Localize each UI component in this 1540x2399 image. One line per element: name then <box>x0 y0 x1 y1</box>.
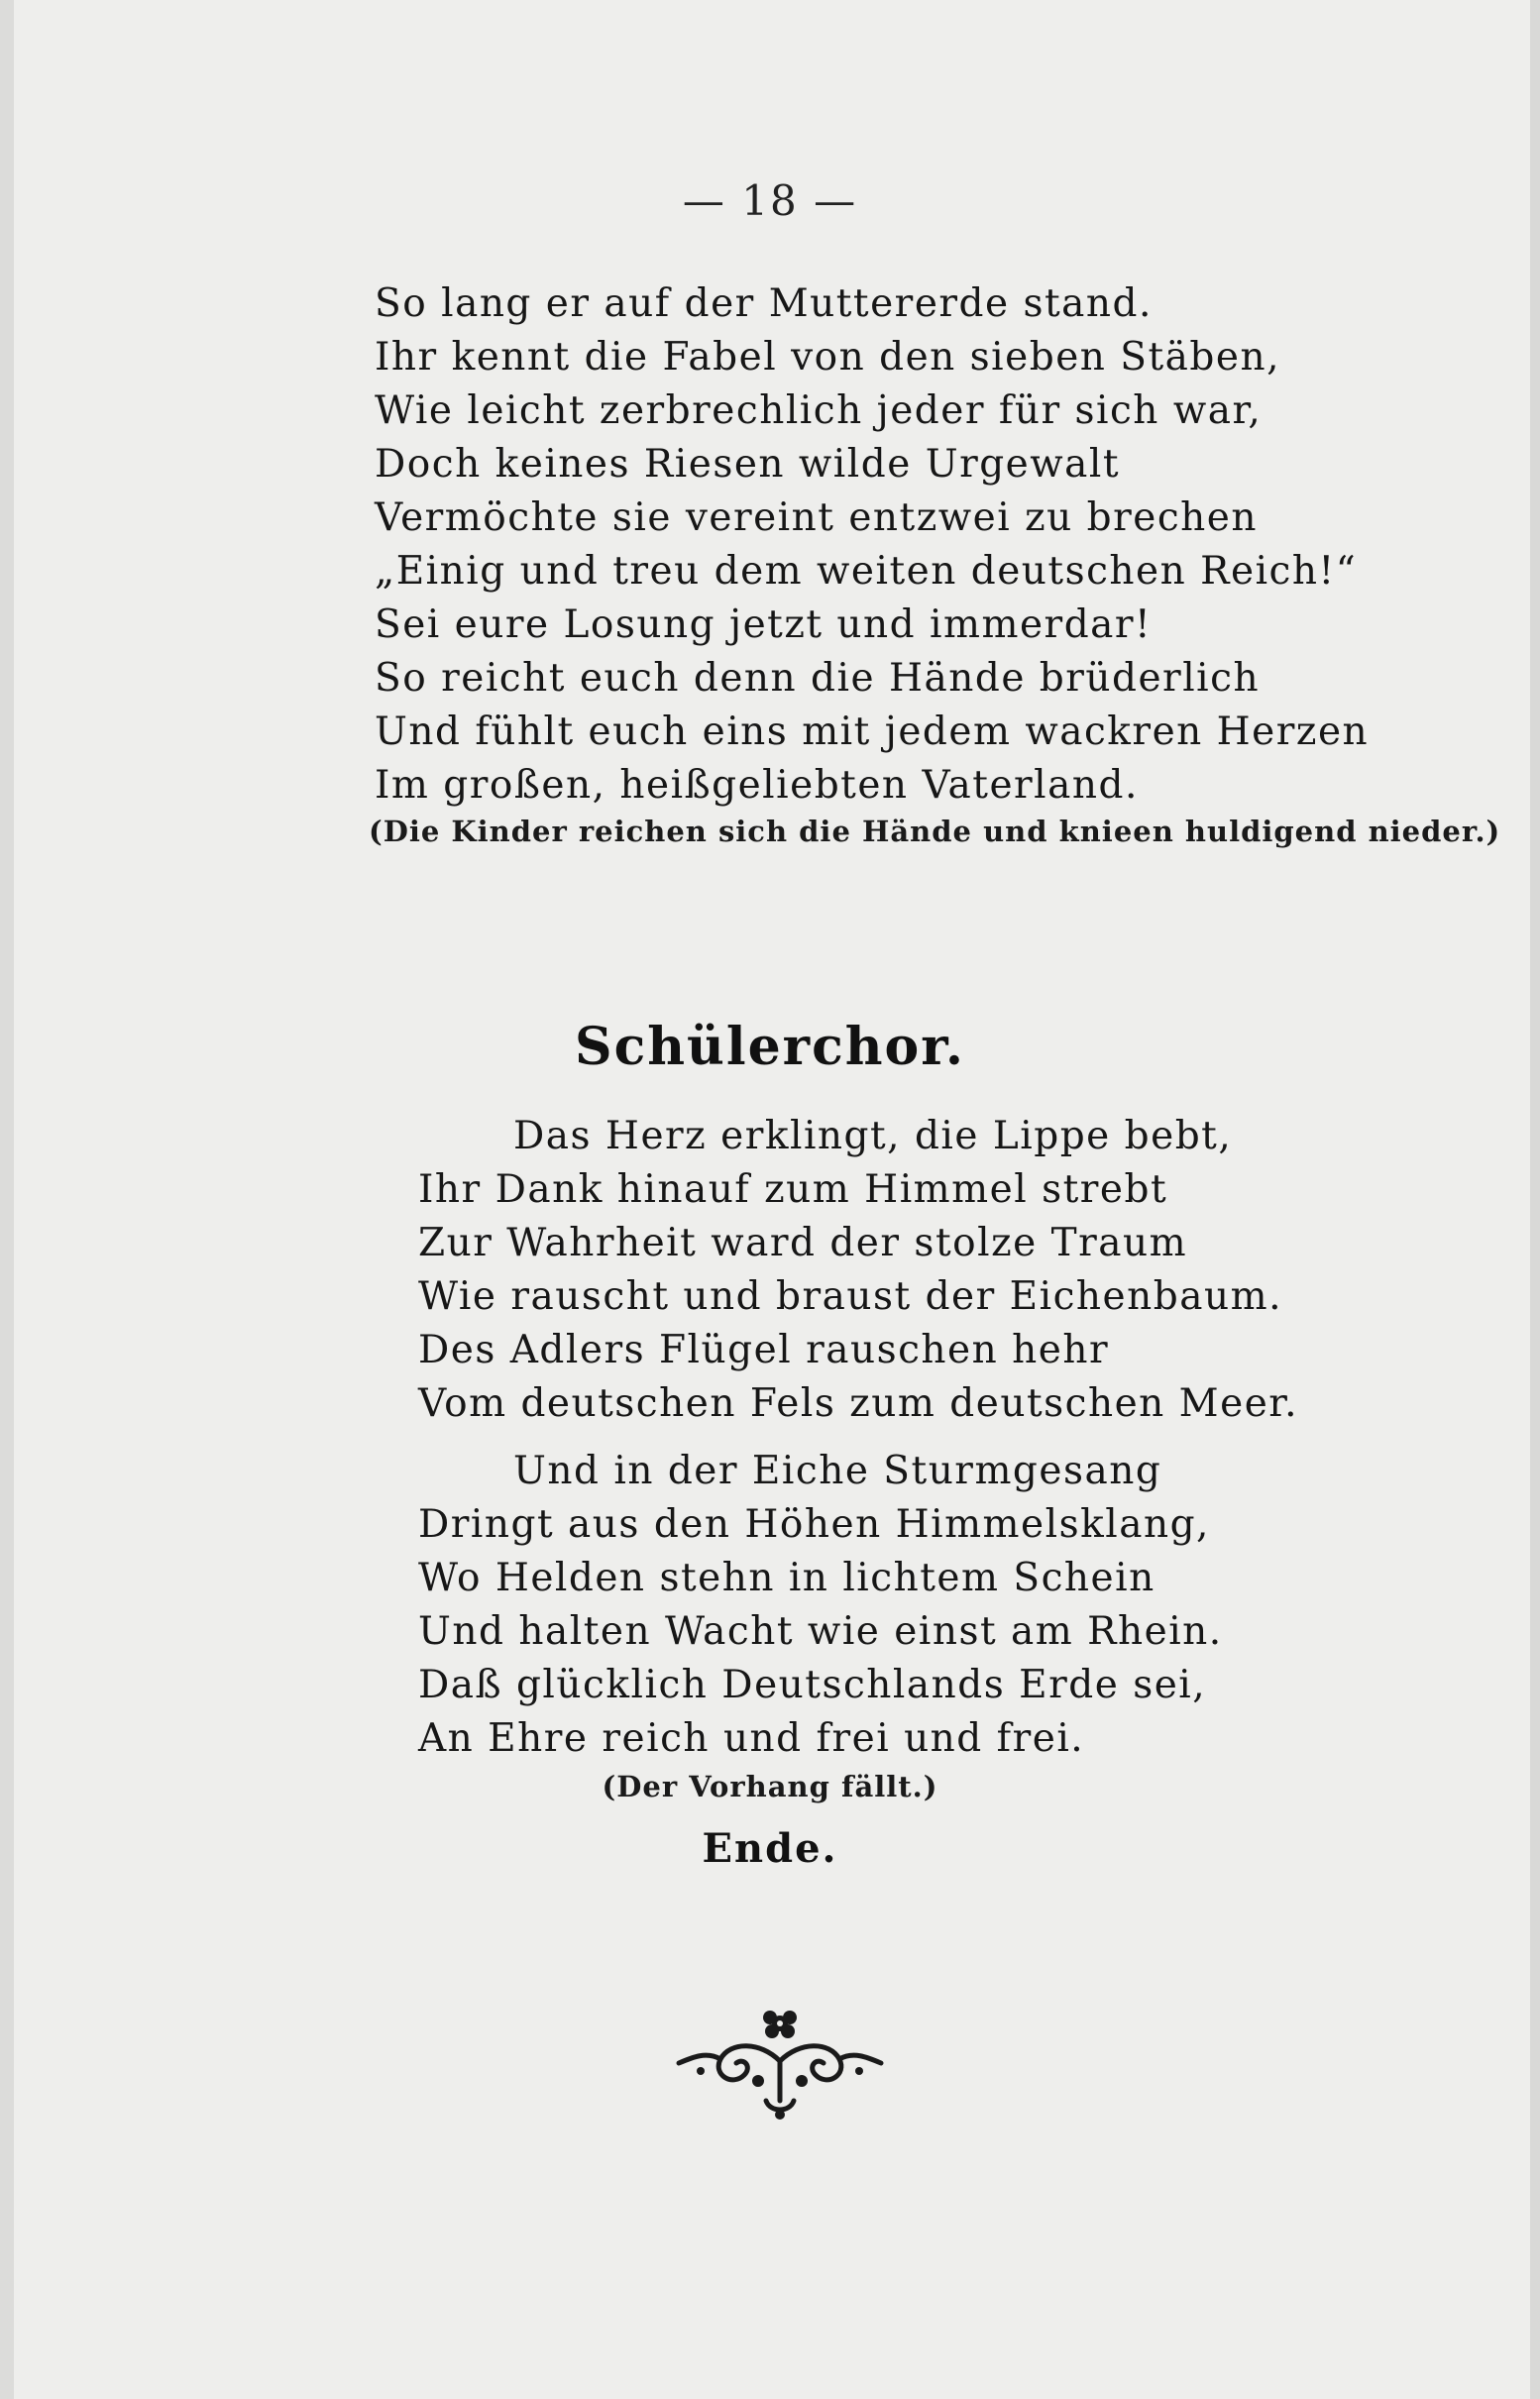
verse-line: So lang er auf der Muttererde stand. <box>375 281 1153 326</box>
verse-line: Und fühlt euch eins mit jedem wackren Herzen <box>375 709 1370 754</box>
stage-direction: (Die Kinder reichen sich die Hände und knieen huldigend nieder.) <box>369 815 1501 848</box>
verse-line: Ihr Dank hinauf zum Himmel strebt <box>418 1167 1168 1212</box>
verse-line: Das Herz erklingt, die Lippe bebt, <box>513 1114 1233 1158</box>
verse-line: „Einig und treu dem weiten deutschen Reich!“ <box>375 549 1358 594</box>
verse-line: Und halten Wacht wie einst am Rhein. <box>418 1609 1223 1654</box>
verse-line: Daß glücklich Deutschlands Erde sei, <box>418 1663 1207 1707</box>
page-left-edge <box>0 0 14 2399</box>
floral-vignette-icon <box>671 2002 889 2121</box>
stage-direction: (Der Vorhang fällt.) <box>602 1770 938 1803</box>
verse-line: Dringt aus den Höhen Himmelsklang, <box>418 1502 1210 1547</box>
end-mark: Ende. <box>702 1825 838 1872</box>
verse-line: An Ehre reich und frei und frei. <box>418 1716 1085 1761</box>
verse-line: Zur Wahrheit ward der stolze Traum <box>418 1221 1188 1265</box>
poem-stanza-2 <box>418 1110 1298 1431</box>
page-number: — 18 — <box>682 176 858 225</box>
verse-line: Und in der Eiche Sturmgesang <box>513 1449 1162 1493</box>
verse-line: Wo Helden stehn in lichtem Schein <box>418 1556 1155 1600</box>
verse-line: Im großen, heißgeliebten Vaterland. <box>375 763 1139 808</box>
verse-line: Vermöchte sie vereint entzwei zu brechen <box>375 495 1258 540</box>
verse-line: Wie leicht zerbrechlich jeder für sich war, <box>375 388 1263 433</box>
poem-stanza-1 <box>375 277 1369 813</box>
verse-line: So reicht euch denn die Hände brüderlich <box>375 656 1261 701</box>
verse-line: Wie rauscht und braust der Eichenbaum. <box>418 1274 1282 1319</box>
verse-line: Des Adlers Flügel rauschen hehr <box>418 1328 1110 1372</box>
verse-line: Ihr kennt die Fabel von den sieben Stäben, <box>375 335 1280 380</box>
verse-line: Vom deutschen Fels zum deutschen Meer. <box>418 1381 1299 1426</box>
poem-stanza-3 <box>418 1445 1223 1766</box>
section-heading: Schülerchor. <box>575 1017 965 1077</box>
verse-line: Doch keines Riesen wilde Urgewalt <box>375 442 1121 487</box>
verse-line: Sei eure Losung jetzt und immerdar! <box>375 602 1153 647</box>
page-right-edge <box>1530 0 1540 2399</box>
